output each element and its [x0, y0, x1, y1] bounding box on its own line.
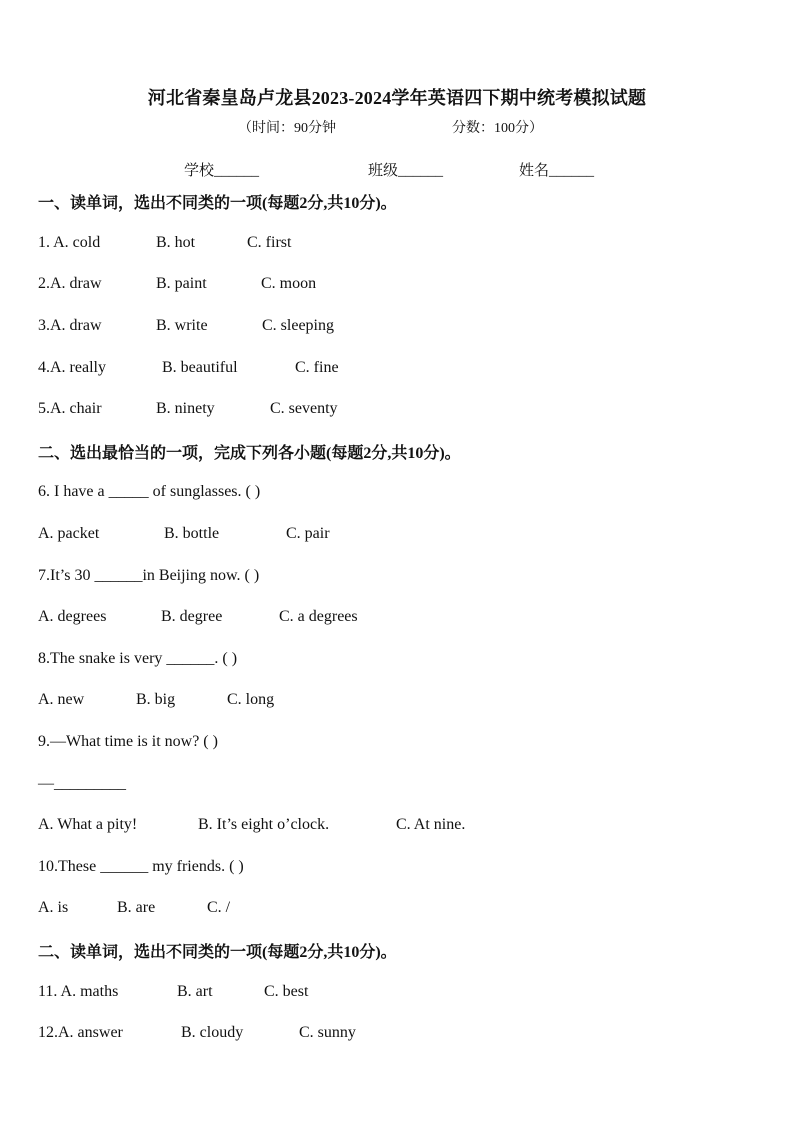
score-info: 分数：100分） — [452, 121, 543, 136]
q9-option-b: B. It’s eight o’clock. — [198, 816, 330, 833]
q5-option-b: B. ninety — [156, 400, 215, 417]
page-title: 河北省秦皇岛卢龙县2023-2024学年英语四下期中统考模拟试题 — [147, 88, 647, 108]
q10-option-c: C. / — [207, 899, 231, 916]
q5-option-c: C. seventy — [270, 400, 338, 417]
q3-option-b: B. write — [156, 317, 208, 334]
q12-option-a: 12.A. answer — [38, 1024, 123, 1041]
q1-option-a: 1. A. cold — [38, 234, 101, 251]
section-1-heading: 一、读单词，选出不同类的一项(每题2分,共10分)。 — [38, 195, 397, 212]
q11-option-a: 11. A. maths — [38, 983, 119, 1000]
q8-option-b: B. big — [136, 691, 176, 708]
q12-option-c: C. sunny — [299, 1024, 356, 1041]
question-8: 8.The snake is very ______. ( ) — [38, 650, 238, 667]
q6-option-b: B. bottle — [164, 525, 220, 542]
question-9: 9.—What time is it now? ( ) — [38, 733, 218, 750]
section-3-heading: 二、读单词，选出不同类的一项(每题2分,共10分)。 — [38, 944, 397, 961]
q7-option-b: B. degree — [161, 608, 223, 625]
name-field[interactable]: 姓名______ — [519, 163, 595, 179]
q2-option-a: 2.A. draw — [38, 275, 102, 292]
class-field[interactable]: 班级______ — [368, 163, 444, 179]
q2-option-b: B. paint — [156, 275, 207, 292]
q7-option-a: A. degrees — [38, 608, 107, 625]
q11-option-b: B. art — [177, 983, 213, 1000]
q4-option-b: B. beautiful — [162, 359, 238, 376]
q4-option-a: 4.A. really — [38, 359, 106, 376]
school-field[interactable]: 学校______ — [184, 163, 260, 179]
q9-option-c: C. At nine. — [396, 816, 466, 833]
q4-option-c: C. fine — [295, 359, 339, 376]
q9-option-a: A. What a pity! — [38, 816, 138, 833]
q7-option-c: C. a degrees — [279, 608, 358, 625]
question-9-answer-line: —_________ — [38, 775, 126, 792]
q12-option-b: B. cloudy — [181, 1024, 244, 1041]
q10-option-a: A. is — [38, 899, 69, 916]
q1-option-b: B. hot — [156, 234, 196, 251]
q3-option-c: C. sleeping — [262, 317, 334, 334]
q5-option-a: 5.A. chair — [38, 400, 102, 417]
q6-option-a: A. packet — [38, 525, 100, 542]
section-2-heading: 二、选出最恰当的一项，完成下列各小题(每题2分,共10分)。 — [38, 445, 461, 462]
question-10: 10.These ______ my friends. ( ) — [38, 858, 244, 875]
question-6: 6. I have a _____ of sunglasses. ( ) — [38, 483, 261, 500]
q2-option-c: C. moon — [261, 275, 317, 292]
q8-option-c: C. long — [227, 691, 275, 708]
q10-option-b: B. are — [117, 899, 156, 916]
q6-option-c: C. pair — [286, 525, 330, 542]
time-info: （时间：90分钟 — [238, 121, 336, 136]
question-7: 7.It’s 30 ______in Beijing now. ( ) — [38, 567, 260, 584]
q8-option-a: A. new — [38, 691, 85, 708]
q3-option-a: 3.A. draw — [38, 317, 102, 334]
q11-option-c: C. best — [264, 983, 309, 1000]
q1-option-c: C. first — [247, 234, 292, 251]
